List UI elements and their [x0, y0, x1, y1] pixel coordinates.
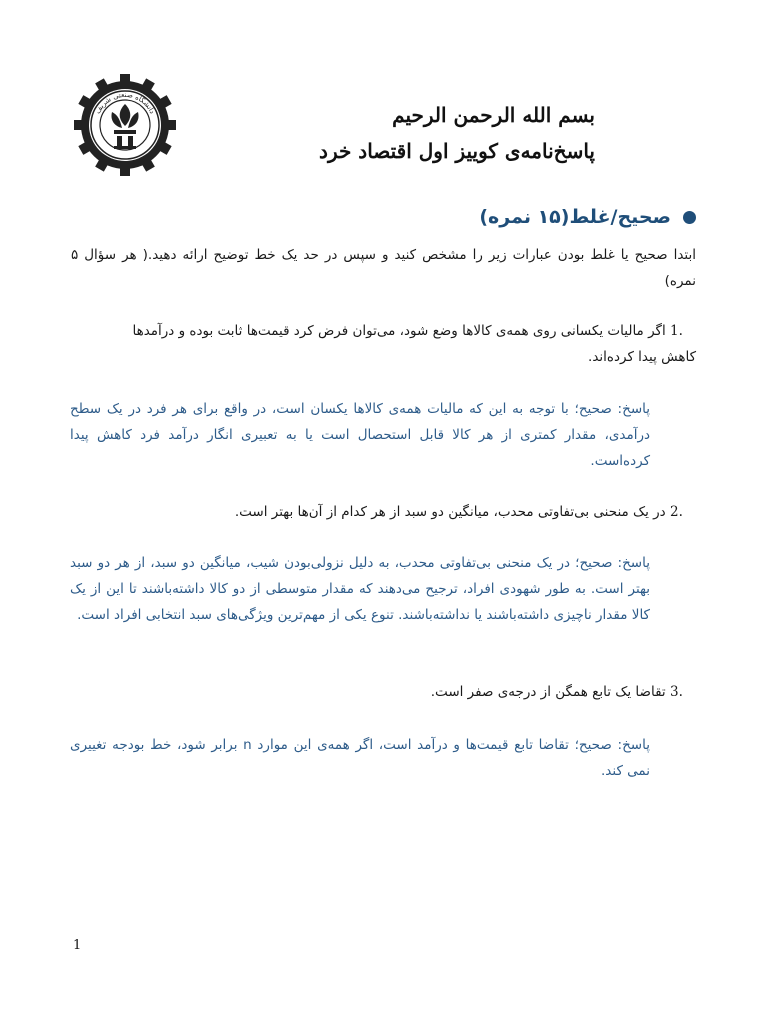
- section-instructions: ابتدا صحیح یا غلط بودن عبارات زیر را مشخص کنید و سپس در حد یک خط توضیح ارائه دهید.( هر سؤال ۵ نمره): [71, 247, 696, 289]
- answer-2: پاسخ: صحیح؛ در یک منحنی بی‌تفاوتی محدب، به دلیل نزولی‌بودن شیب، میانگین دو سبد، از هر دو سبد بهتر است. به طور شهودی افراد، ترجیح می‌دهند که مقدار متوسطی از دو کالا داشته‌باشند تا این از یک کالا مقدار ناچیزی داشته‌باشند یا نداشته‌باشند. تنوع یکی از مهم‌ترین ویژگی‌های سبد انتخابی افراد است.: [70, 555, 650, 623]
- header-basmala: بسم الله الرحمن الرحیم: [392, 103, 595, 127]
- question-number: 2.: [670, 504, 683, 520]
- page-title: پاسخ‌نامه‌ی کوییز اول اقتصاد خرد: [319, 139, 595, 163]
- question-text: در یک منحنی بی‌تفاوتی محدب، میانگین دو سبد از هر کدام از آن‌ها بهتر است.: [234, 504, 666, 520]
- university-logo: [70, 70, 180, 180]
- question-text: تقاضا یک تابع همگن از درجه‌ی صفر است.: [430, 684, 666, 700]
- answer-3: پاسخ: صحیح؛ تقاضا تابع قیمت‌ها و درآمد است، اگر همه‌ی این موارد n برابر شود، خط بودجه تغییری نمی کند.: [70, 737, 650, 779]
- bullet-icon: [683, 211, 696, 224]
- question-3: [96, 679, 696, 705]
- section-heading: [479, 206, 696, 228]
- question-text: اگر مالیات یکسانی روی همه‌ی کالاها وضع شود، می‌توان فرض کرد قیمت‌ها ثابت بوده و درآمدها کاهش پیدا کرده‌اند.: [132, 323, 696, 365]
- question-number: 1.: [670, 323, 683, 339]
- section-title: صحیح/غلط(۱۵ نمره): [479, 206, 671, 228]
- question-1: [96, 318, 696, 370]
- page-number: 1: [73, 938, 82, 953]
- answer-1: پاسخ: صحیح؛ با توجه به این که مالیات همه‌ی کالاها یکسان است، در واقع برای هر فرد در یک سطح درآمدی، مقدار کمتری از هر کالا قابل استحصال است یا به تعبیری انگار درآمد فرد کاهش پیدا کرده‌است.: [70, 401, 650, 469]
- question-2: [96, 499, 696, 525]
- question-number: 3.: [670, 684, 683, 700]
- logo-text: دانشگاه صنعتی شریف: [93, 90, 157, 116]
